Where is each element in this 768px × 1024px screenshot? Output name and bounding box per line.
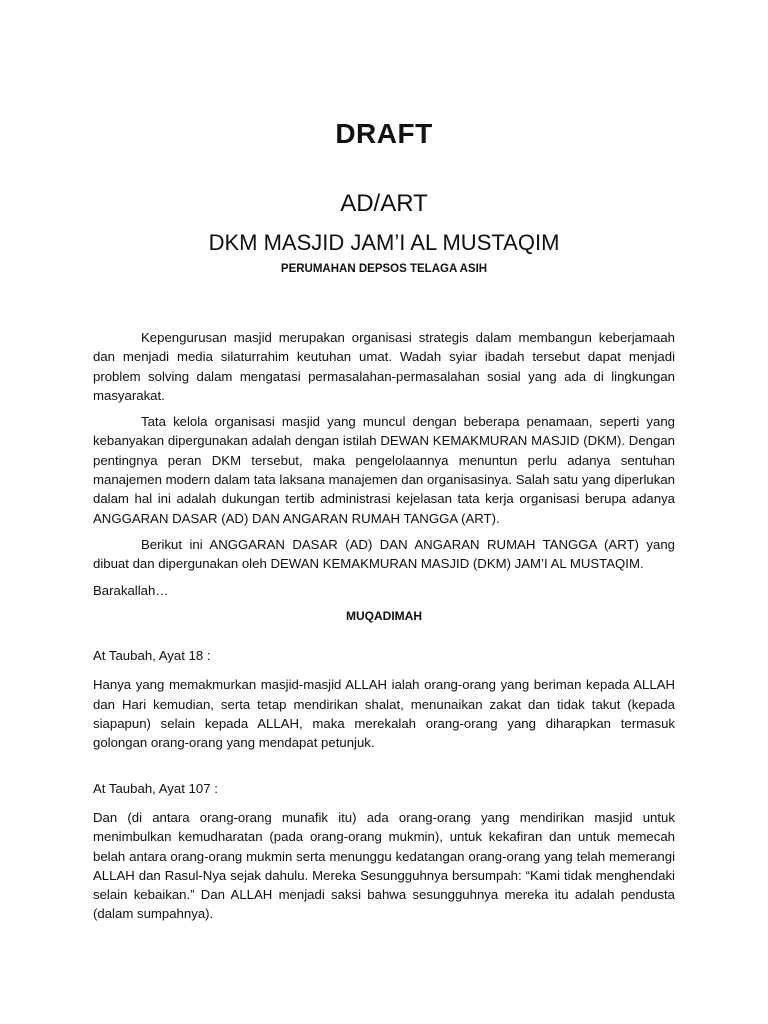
section-title-muqadimah: MUQADIMAH (346, 608, 422, 623)
intro-paragraph-1: Kepengurusan masjid merupakan organisasi strategis dalam membangun keberjamaah dan menjadi media silaturrahim keutuhan umat. Wadah syiar ibadah tersebut dapat menjadi problem solving dalam mengatasi permasalahan-permasalahan sosial yang ada di lingkungan masyarakat. (93, 330, 675, 403)
verse-text: Dan (di antara orang-orang munafik itu) ada orang-orang yang mendirikan masjid untuk menimbulkan kemudharatan (pada orang-orang mukmin), untuk kekafiran dan untuk memecah belah antara orang-orang mukmin serta menunggu kedatangan orang-orang yang telah memerangi ALLAH dan Rasul-Nya sejak dahulu. Mereka Sesungguhnya bersumpah: “Kami tidak menghendaki selain kebaikan.” Dan ALLAH menjadi saksi bahwa sesungguhnya mereka itu adalah pendusta (dalam sumpahnya). (93, 809, 675, 922)
organization-title: DKM MASJID JAM’I AL MUSTAQIM (208, 230, 560, 255)
draft-heading: DRAFT (335, 118, 433, 149)
document-type-title: AD/ART (340, 190, 428, 217)
verse-reference: At Taubah, Ayat 107 : (93, 780, 218, 796)
intro-paragraph-2: Tata kelola organisasi masjid yang muncul dengan beberapa penamaan, seperti yang kebanyakan dipergunakan adalah dengan istilah DEWAN KEMAKMURAN MASJID (DKM). Dengan pentingnya peran DKM tersebut, maka pengelolaannya menuntun perlu adanya sentuhan manajemen modern dalam tata laksana manajemen dan organisasinya. Salah satu yang diperlukan dalam hal ini adalah dukungan tertib administrasi kejelasan tata kerja organisasi berupa adanya ANGGARAN DASAR (AD) DAN ANGARAN RUMAH TANGGA (ART). (93, 414, 675, 526)
verse-reference: At Taubah, Ayat 18 : (93, 648, 211, 664)
document-body (93, 328, 675, 950)
verse-text: Hanya yang memakmurkan masjid-masjid ALLAH ialah orang-orang yang beriman kepada ALLAH dan Hari kemudian, serta tetap mendirikan shalat, menunaikan zakat dan tidak takut (kepada siapapun) selain kepada ALLAH, maka merekalah orang-orang yang diharapkan termasuk golongan orang-orang yang mendapat petunjuk. (93, 677, 675, 751)
document-page (93, 0, 675, 1024)
closing-greeting: Barakallah… (93, 582, 169, 598)
intro-paragraph-3: Berikut ini ANGGARAN DASAR (AD) DAN ANGARAN RUMAH TANGGA (ART) yang dibuat dan dipergunakan oleh DEWAN KEMAKMURAN MASJID (DKM) JAM’I AL MUSTAQIM. (93, 536, 675, 572)
location-subtitle: PERUMAHAN DEPSOS TELAGA ASIH (280, 263, 488, 275)
